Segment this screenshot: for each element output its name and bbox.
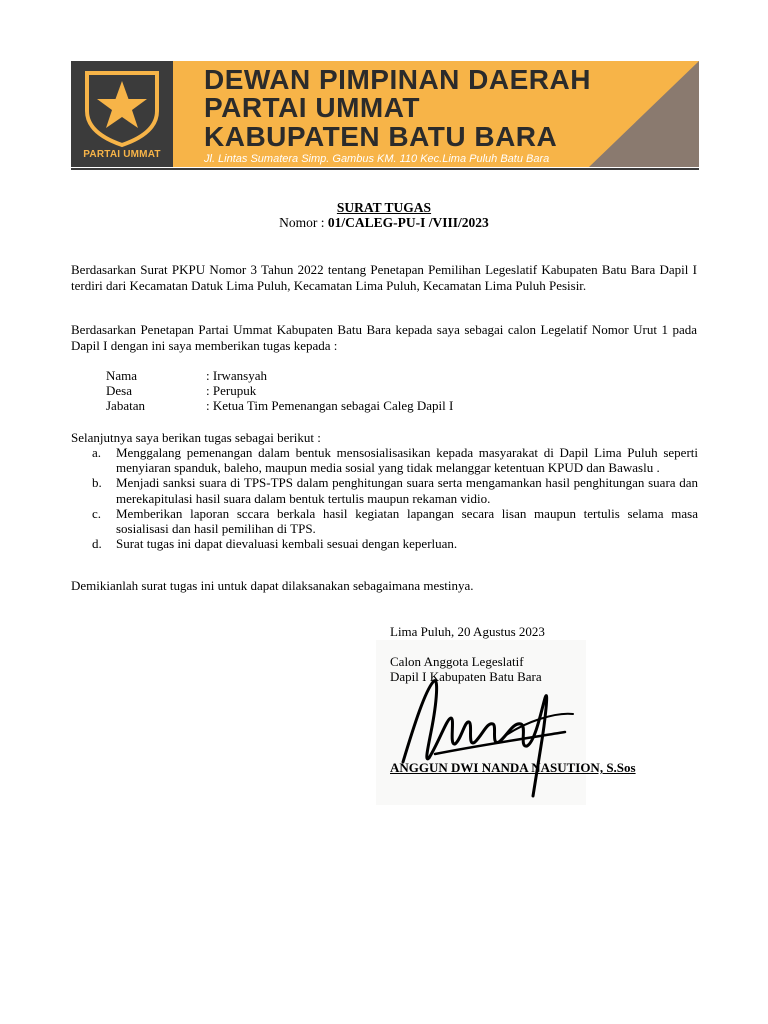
header-divider [71,168,699,170]
list-item [92,506,698,536]
task-letter: c. [92,505,102,521]
list-item [92,536,698,551]
list-item [92,475,698,505]
letter-number-label: Nomor : [279,215,328,230]
task-text: Memberikan laporan sccara berkala hasil kegiatan lapangan secara lisan maupun tertulis selama masa sosialisasi dan hasil pemilihan di TPS. [116,505,698,537]
field-label: Desa [106,383,132,398]
handwritten-signature [395,662,585,802]
task-text: Menggalang pemenangan dalam bentuk mensosialisasikan kepada masyarakat di Dapil Lima Puluh seperti menyiaran spanduk, baleho, maupun media sosial yang tidak melanggar ketentuan KPUD dan Bawaslu . [116,445,698,476]
field-row-jabatan [106,398,453,413]
tasks-intro: Selanjutnya saya berikan tugas sebagai berikut : [71,430,321,445]
field-value: : Irwansyah [206,368,268,383]
task-letter: a. [92,445,102,460]
list-item [92,445,698,475]
letterhead-address: Jl. Lintas Sumatera Simp. Gambus KM. 110 Kec.Lima Puluh Batu Bara [204,153,550,165]
letterhead-line-2: PARTAI UMMAT [204,92,420,123]
letter-title: SURAT TUGAS [336,200,432,215]
closing-statement: Demikianlah surat tugas ini untuk dapat dilaksanakan sebagaimana mestinya. [71,578,474,593]
logo-caption: PARTAI UMMAT [83,149,161,160]
signature-place-date: Lima Puluh, 20 Agustus 2023 [390,624,545,639]
task-letter: b. [92,475,102,491]
task-list [92,445,698,551]
task-letter: d. [92,536,102,552]
field-label: Nama [106,368,138,383]
task-text: Menjadi sanksi suara di TPS-TPS dalam penghitungan suara serta mengamankan hasil penghitungan suara dan merekapitulasi hasil suara dalam bentuk tertulis maupun rekaman vidio. [116,475,698,506]
letterhead-line-3: KABUPATEN BATU BARA [204,121,558,152]
field-value: : Ketua Tim Pemenangan sebagai Caleg Dapil I [206,398,454,413]
paragraph-assignment: Berdasarkan Penetapan Partai Ummat Kabupaten Batu Bara kepada saya sebagai calon Legelatif Nomor Urut 1 pada Dapil I dengan ini saya memberikan tugas kepada : [71,322,697,353]
party-logo [71,61,173,167]
field-row-desa [106,383,256,398]
letterhead-banner [71,61,699,167]
letter-number-value: 01/CALEG-PU-I /VIII/2023 [327,215,489,230]
field-label: Jabatan [106,398,145,413]
letterhead-line-1: DEWAN PIMPINAN DAERAH [204,64,591,95]
field-value: : Perupuk [206,383,257,398]
signature-role-line-2: Dapil I Kabupaten Batu Bara [390,669,542,684]
letter-number [0,215,768,231]
signature-role-line-1: Calon Anggota Legeslatif [390,654,524,669]
paragraph-legal-basis: Berdasarkan Surat PKPU Nomor 3 Tahun 2022 tentang Penetapan Pemilihan Legeslatif Kabupaten Batu Bara Dapil I terdiri dari Kecamatan Datuk Lima Puluh, Kecamatan Lima Puluh, Kecamatan Lima Puluh Pesisir. [71,262,697,293]
field-row-nama [106,368,267,383]
star-shield-logo-icon [81,67,163,149]
task-text: Surat tugas ini dapat dievaluasi kembali sesuai dengan keperluan. [116,536,458,552]
signatory-name: ANGGUN DWI NANDA NASUTION, S.Sos [390,760,636,775]
